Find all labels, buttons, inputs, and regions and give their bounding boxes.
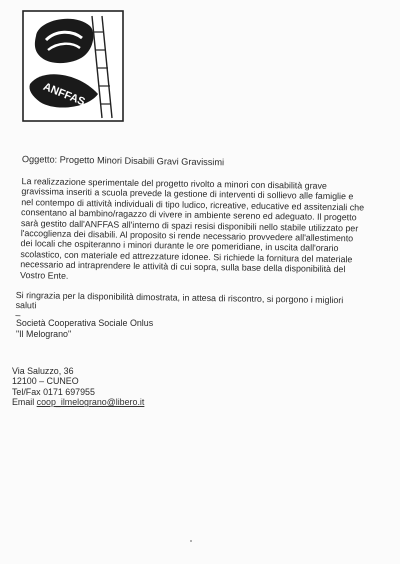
letter-paragraph: La realizzazione sperimentale del progetto rivolto a minori con disabilità grave gravissima inseriti a scuola prevede la gestione di interventi di sollievo alle famiglie e nel contempo di attività individuali di tipo ludico, ricreative, educative ed assitenziali che consentano al bambino/ragazzo di vivere in ambiente sereno ed adeguato. Il progetto sarà gestito dall'ANFFAS all'interno di spazi resisi disponibili nello stabile utilizzato per l'accoglienza dei disabili. Al proposito si rende necessario provvedere all'allestimento dei locali che ospiteranno i minori durante le ore pomeridiane, in uscita dall'orario scolastico, con materiale ed attrezzature idonee. Si richiede la fornitura del materiale necessario ad intraprendere le attività di cui sopra, sulla base della disponibilità del Vostro Ente. — [20, 176, 365, 281]
letter-body — [13, 154, 368, 324]
email-label: Email — [12, 397, 35, 408]
address-email-row — [12, 397, 144, 407]
signature-block — [16, 318, 153, 339]
address-phone: Tel/Fax 0171 697955 — [12, 386, 95, 397]
logo-text: ANFFAS — [41, 80, 87, 109]
address-street: Via Saluzzo, 36 — [12, 366, 74, 376]
address-city: 12100 – CUNEO — [12, 376, 79, 387]
email-link[interactable]: coop_ilmelograno@libero.it — [36, 397, 145, 408]
signature-line-2: "Il Melograno" — [16, 328, 72, 339]
anffas-logo — [22, 10, 124, 122]
letter-thanks: Si ringrazia per la disponibilità dimostrata, in attesa di riscontro, si porgono i migliori saluti — [15, 290, 344, 311]
closing-dash: – — [15, 309, 21, 320]
signature-line-1: Società Cooperativa Sociale Onlus — [16, 318, 154, 328]
address-block — [12, 366, 144, 408]
letter-subject: Oggetto: Progetto Minori Disabili Gravi Gravissimi — [21, 154, 225, 168]
scan-speck — [190, 540, 192, 542]
